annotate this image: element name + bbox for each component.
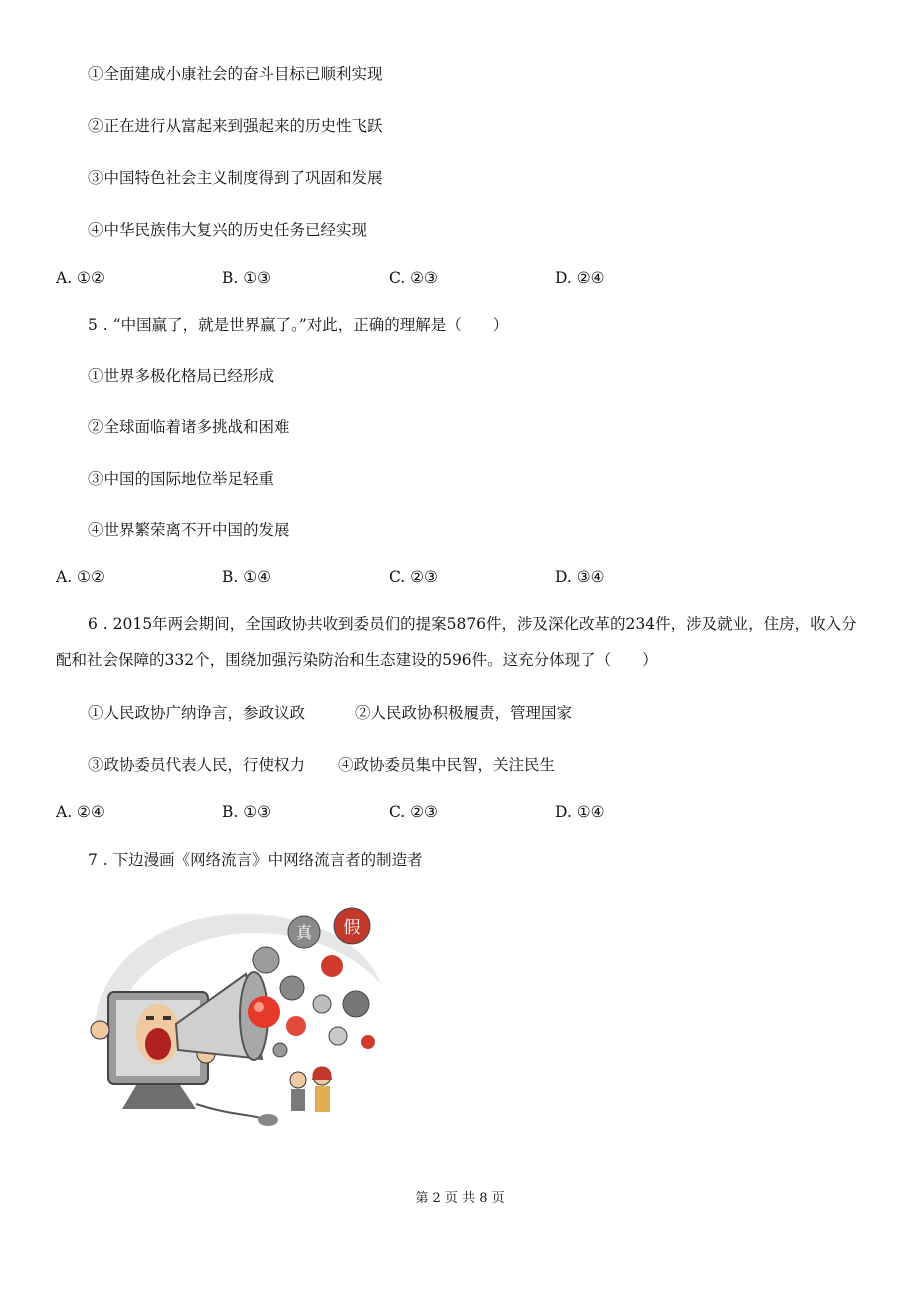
q4-item-2: ②正在进行从富起来到强起来的历史性飞跃: [88, 117, 383, 135]
bubble-grey-2: [280, 976, 304, 1000]
q5-stem: 5 . “中国赢了，就是世界赢了。”对此，正确的理解是（ ）: [88, 316, 509, 334]
q5-option-a[interactable]: A. ①②: [56, 568, 105, 586]
q4-option-a[interactable]: A. ①②: [56, 269, 105, 287]
q6-stem: 6 . 2015年两会期间，全国政协共收到委员们的提案5876件，涉及深化改革的234件，涉及就业，住房，收入分配和社会保障的332个，围绕加强污染防治和生态建设的596件。这充分体现了（ ）: [56, 615, 857, 669]
bubble-grey-4: [343, 991, 369, 1017]
q4-item-3: ③中国特色社会主义制度得到了巩固和发展: [88, 169, 383, 187]
bubble-grey-1: [253, 947, 279, 973]
q6-option-c[interactable]: C. ②③: [389, 803, 438, 821]
q5-item-2: ②全球面临着诸多挑战和困难: [88, 418, 290, 436]
q5-item-3: ③中国的国际地位举足轻重: [88, 470, 275, 488]
mouse-icon: [258, 1114, 278, 1126]
bubble-grey-6: [273, 1043, 287, 1057]
bubble-grey-5: [329, 1027, 347, 1045]
q6-items-row-2: [88, 755, 688, 775]
bubble-grey-3: [313, 995, 331, 1013]
face-eye-left: [146, 1016, 154, 1020]
q4-option-d[interactable]: D. ②④: [555, 269, 605, 287]
q7-stem: 7 . 下边漫画《网络流言》中网络流言者的制造者: [88, 851, 423, 869]
bubble-red-2: [286, 1016, 306, 1036]
q4-item-1: ①全面建成小康社会的奋斗目标已顺利实现: [88, 65, 383, 83]
shouting-mouth: [145, 1028, 171, 1060]
q5-item-1: ①世界多极化格局已经形成: [88, 367, 275, 385]
cartoon-image: [86, 904, 388, 1130]
person-2-hair: [312, 1067, 332, 1081]
q6-item-1: ①人民政协广纳诤言，参政议政: [88, 704, 306, 722]
q6-option-d[interactable]: D. ①④: [555, 803, 605, 821]
q4-item-4: ④中华民族伟大复兴的历史任务已经实现: [88, 221, 368, 239]
q6-option-a[interactable]: A. ②④: [56, 803, 105, 821]
q6-item-4: ④政协委员集中民智，关注民生: [338, 756, 556, 774]
bubble-red-3: [361, 1035, 375, 1049]
q6-options: [56, 802, 656, 822]
q6-item-3: ③政协委员代表人民，行使权力: [88, 756, 306, 774]
q6-item-2: ②人民政协积极履责，管理国家: [355, 704, 573, 722]
person-1-body: [291, 1089, 305, 1111]
fist-left: [91, 1021, 109, 1039]
bubble-jia-label: 假: [343, 918, 361, 938]
person-2-body: [315, 1086, 330, 1112]
q6-items-row-1: [88, 703, 688, 723]
red-ball-highlight: [254, 1002, 264, 1012]
q4-option-b[interactable]: B. ①③: [222, 269, 272, 287]
q4-options: [56, 268, 656, 288]
q5-option-c[interactable]: C. ②③: [389, 568, 438, 586]
q4-option-c[interactable]: C. ②③: [389, 269, 438, 287]
face-eye-right: [163, 1016, 171, 1020]
person-1-head: [290, 1072, 306, 1088]
q6-option-b[interactable]: B. ①③: [222, 803, 272, 821]
mouse-cable: [196, 1104, 261, 1118]
page-footer: 第 2 页 共 8 页: [415, 1191, 505, 1206]
monitor-stand: [122, 1082, 196, 1109]
q5-options: [56, 567, 656, 587]
q5-option-d[interactable]: D. ③④: [555, 568, 605, 586]
red-ball-large: [248, 996, 280, 1028]
q5-option-b[interactable]: B. ①④: [222, 568, 272, 586]
bubble-zhen-label: 真: [295, 923, 313, 942]
bubble-red-1: [321, 955, 343, 977]
q5-item-4: ④世界繁荣离不开中国的发展: [88, 521, 290, 539]
